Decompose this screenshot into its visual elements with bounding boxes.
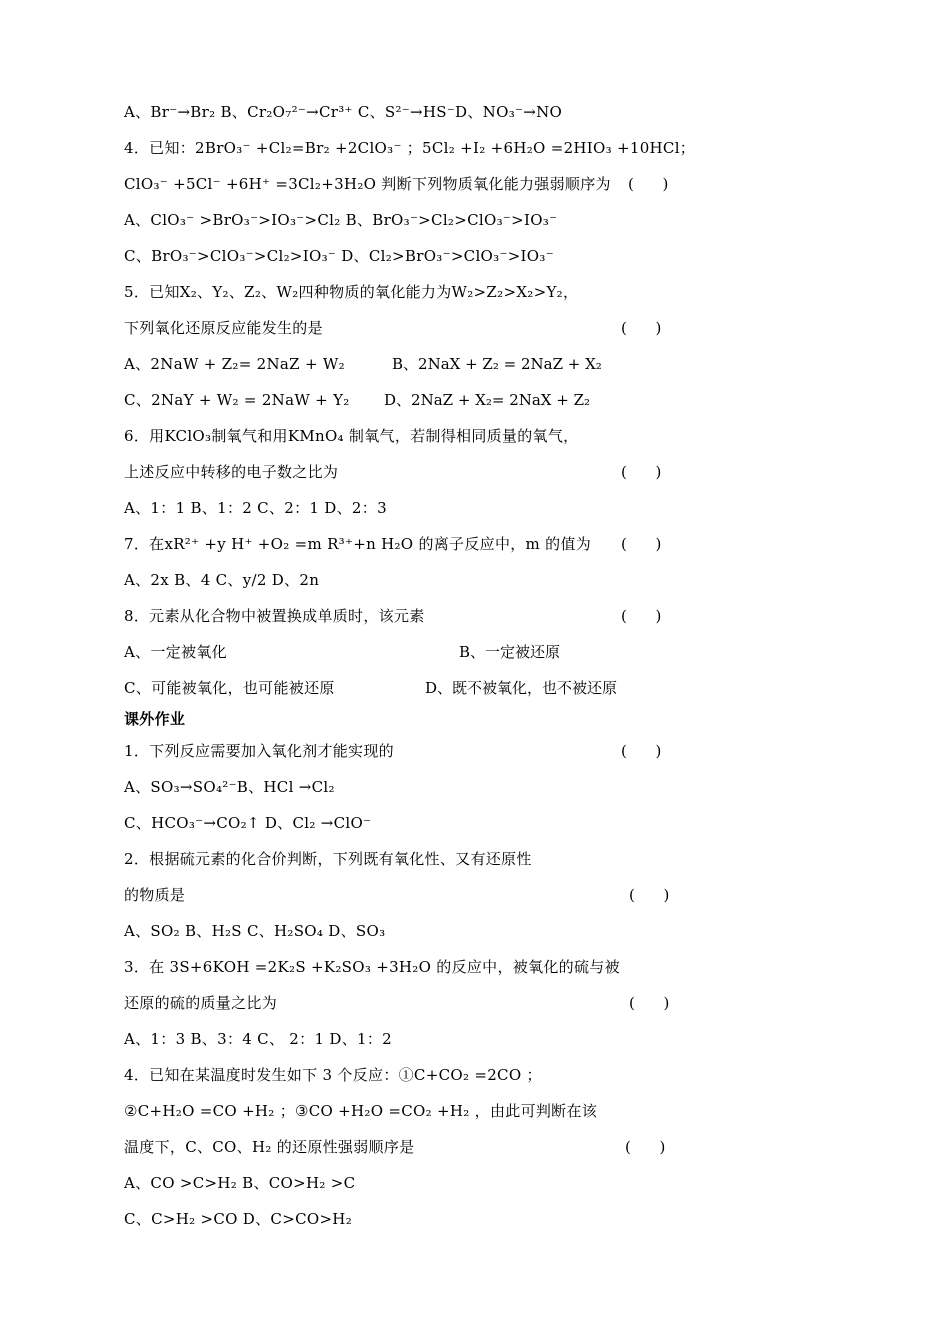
option-line: C、BrO₃⁻>ClO₃⁻>Cl₂>IO₃⁻ D、Cl₂>BrO₃⁻>ClO₃⁻>IO₃⁻ bbox=[124, 247, 554, 265]
option-a: A、一定被氧化 bbox=[124, 643, 227, 661]
option-line: C、C>H₂ >CO D、C>CO>H₂ bbox=[124, 1210, 353, 1228]
text-line: 温度下，C、CO、H₂ 的还原性强弱顺序是 bbox=[124, 1138, 415, 1156]
option-line: C、HCO₃⁻→CO₂↑ D、Cl₂ →ClO⁻ bbox=[124, 814, 372, 832]
question-8: 8．元素从化合物中被置换成单质时，该元素 bbox=[124, 607, 425, 625]
question-4: 4．已知：2BrO₃⁻ +Cl₂=Br₂ +2ClO₃⁻ ；5Cl₂ +I₂ +6H₂O =2HIO₃ +10HCl； bbox=[124, 139, 696, 157]
option-line: A、SO₃→SO₄²⁻B、HCl →Cl₂ bbox=[124, 778, 335, 796]
answer-paren: ( ) bbox=[629, 886, 670, 904]
text-line: A、Br⁻→Br₂ B、Cr₂O₇²⁻→Cr³⁺ C、S²⁻→HS⁻D、NO₃⁻→NO bbox=[124, 103, 563, 121]
answer-paren: ( ) bbox=[625, 1138, 666, 1156]
text-line: ②C+H₂O =CO +H₂ ；③CO +H₂O =CO₂ +H₂ ，由此可判断在该 bbox=[124, 1102, 598, 1120]
question-6: 6．用KClO₃制氧气和用KMnO₄ 制氧气，若制得相同质量的氧气， bbox=[124, 427, 579, 445]
question-7: 7．在xR²⁺ +y H⁺ +O₂ =m R³⁺+n H₂O 的离子反应中，m 的值为 bbox=[124, 535, 592, 553]
option-line: A、2x B、4 C、y/2 D、2n bbox=[124, 571, 320, 589]
text-line: 还原的硫的质量之比为 bbox=[124, 994, 278, 1012]
text-line: 的物质是 bbox=[124, 886, 186, 904]
option-c: C、可能被氧化，也可能被还原 bbox=[124, 679, 335, 697]
answer-paren: ( ) bbox=[621, 607, 662, 625]
answer-paren: ( ) bbox=[621, 742, 662, 760]
option-d: D、既不被氧化，也不被还原 bbox=[425, 679, 618, 697]
answer-paren: ( ) bbox=[621, 535, 662, 553]
option-a: A、2NaW + Z₂= 2NaZ + W₂ bbox=[124, 355, 345, 373]
answer-paren: ( ) bbox=[629, 994, 670, 1012]
hw-question-4: 4．已知在某温度时发生如下 3 个反应：①C+CO₂ =2CO ； bbox=[124, 1066, 542, 1084]
option-b: B、2NaX + Z₂ = 2NaZ + X₂ bbox=[392, 355, 602, 373]
question-5: 5．已知X₂、Y₂、Z₂、W₂四种物质的氧化能力为W₂>Z₂>X₂>Y₂， bbox=[124, 283, 579, 301]
hw-question-2: 2．根据硫元素的化合价判断，下列既有氧化性、又有还原性 bbox=[124, 850, 532, 868]
option-line: A、CO >C>H₂ B、CO>H₂ >C bbox=[124, 1174, 356, 1192]
hw-question-1: 1．下列反应需要加入氧化剂才能实现的 bbox=[124, 742, 394, 760]
option-c: C、2NaY + W₂ = 2NaW + Y₂ bbox=[124, 391, 350, 409]
text-line: 上述反应中转移的电子数之比为 bbox=[124, 463, 339, 481]
option-line: A、ClO₃⁻ >BrO₃⁻>IO₃⁻>Cl₂ B、BrO₃⁻>Cl₂>ClO₃⁻>IO₃⁻ bbox=[124, 211, 558, 229]
option-line: A、1：1 B、1：2 C、2：1 D、2：3 bbox=[124, 499, 387, 517]
hw-question-3: 3．在 3S+6KOH =2K₂S +K₂SO₃ +3H₂O 的反应中，被氧化的硫与被 bbox=[124, 958, 620, 976]
option-b: B、一定被还原 bbox=[459, 643, 561, 661]
option-d: D、2NaZ + X₂= 2NaX + Z₂ bbox=[384, 391, 591, 409]
text-line: ClO₃⁻ +5Cl⁻ +6H⁺ =3Cl₂+3H₂O 判断下列物质氧化能力强弱顺序为 bbox=[124, 175, 611, 193]
option-line: A、SO₂ B、H₂S C、H₂SO₄ D、SO₃ bbox=[124, 922, 386, 940]
section-heading: 课外作业 bbox=[124, 710, 186, 728]
answer-paren: ( ) bbox=[628, 175, 669, 193]
answer-paren: ( ) bbox=[621, 319, 662, 337]
text-line: 下列氧化还原反应能发生的是 bbox=[124, 319, 323, 337]
answer-paren: ( ) bbox=[621, 463, 662, 481]
option-line: A、1：3 B、3：4 C、 2：1 D、1：2 bbox=[124, 1030, 392, 1048]
